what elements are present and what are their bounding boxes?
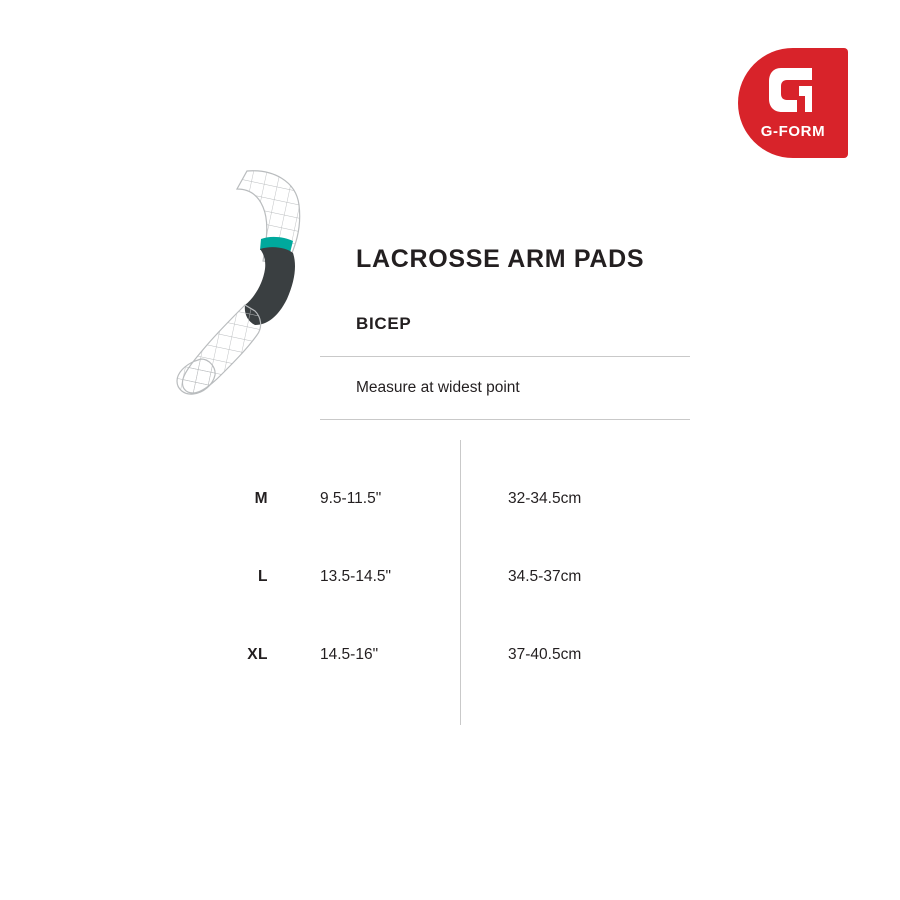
section-title: BICEP bbox=[356, 314, 412, 333]
size-inches: 13.5-14.5" bbox=[320, 568, 391, 585]
size-label: L bbox=[258, 568, 268, 585]
table-row bbox=[0, 616, 900, 694]
size-label: XL bbox=[247, 646, 268, 663]
divider-top bbox=[320, 356, 690, 357]
page-title: LACROSSE ARM PADS bbox=[356, 245, 645, 273]
table-row bbox=[0, 460, 900, 538]
g-form-logo-icon bbox=[767, 66, 819, 114]
size-inches: 9.5-11.5" bbox=[320, 490, 382, 507]
size-inches: 14.5-16" bbox=[320, 646, 379, 663]
brand-name: G-FORM bbox=[760, 123, 826, 140]
brand-logo bbox=[738, 48, 848, 158]
size-table bbox=[0, 460, 900, 694]
table-row bbox=[0, 538, 900, 616]
size-label: M bbox=[254, 490, 268, 507]
chart-header bbox=[320, 245, 720, 420]
measure-instruction: Measure at widest point bbox=[356, 379, 520, 396]
size-cm: 34.5-37cm bbox=[508, 568, 582, 585]
size-cm: 32-34.5cm bbox=[508, 490, 582, 507]
size-cm: 37-40.5cm bbox=[508, 646, 582, 663]
divider-bottom bbox=[320, 419, 690, 420]
